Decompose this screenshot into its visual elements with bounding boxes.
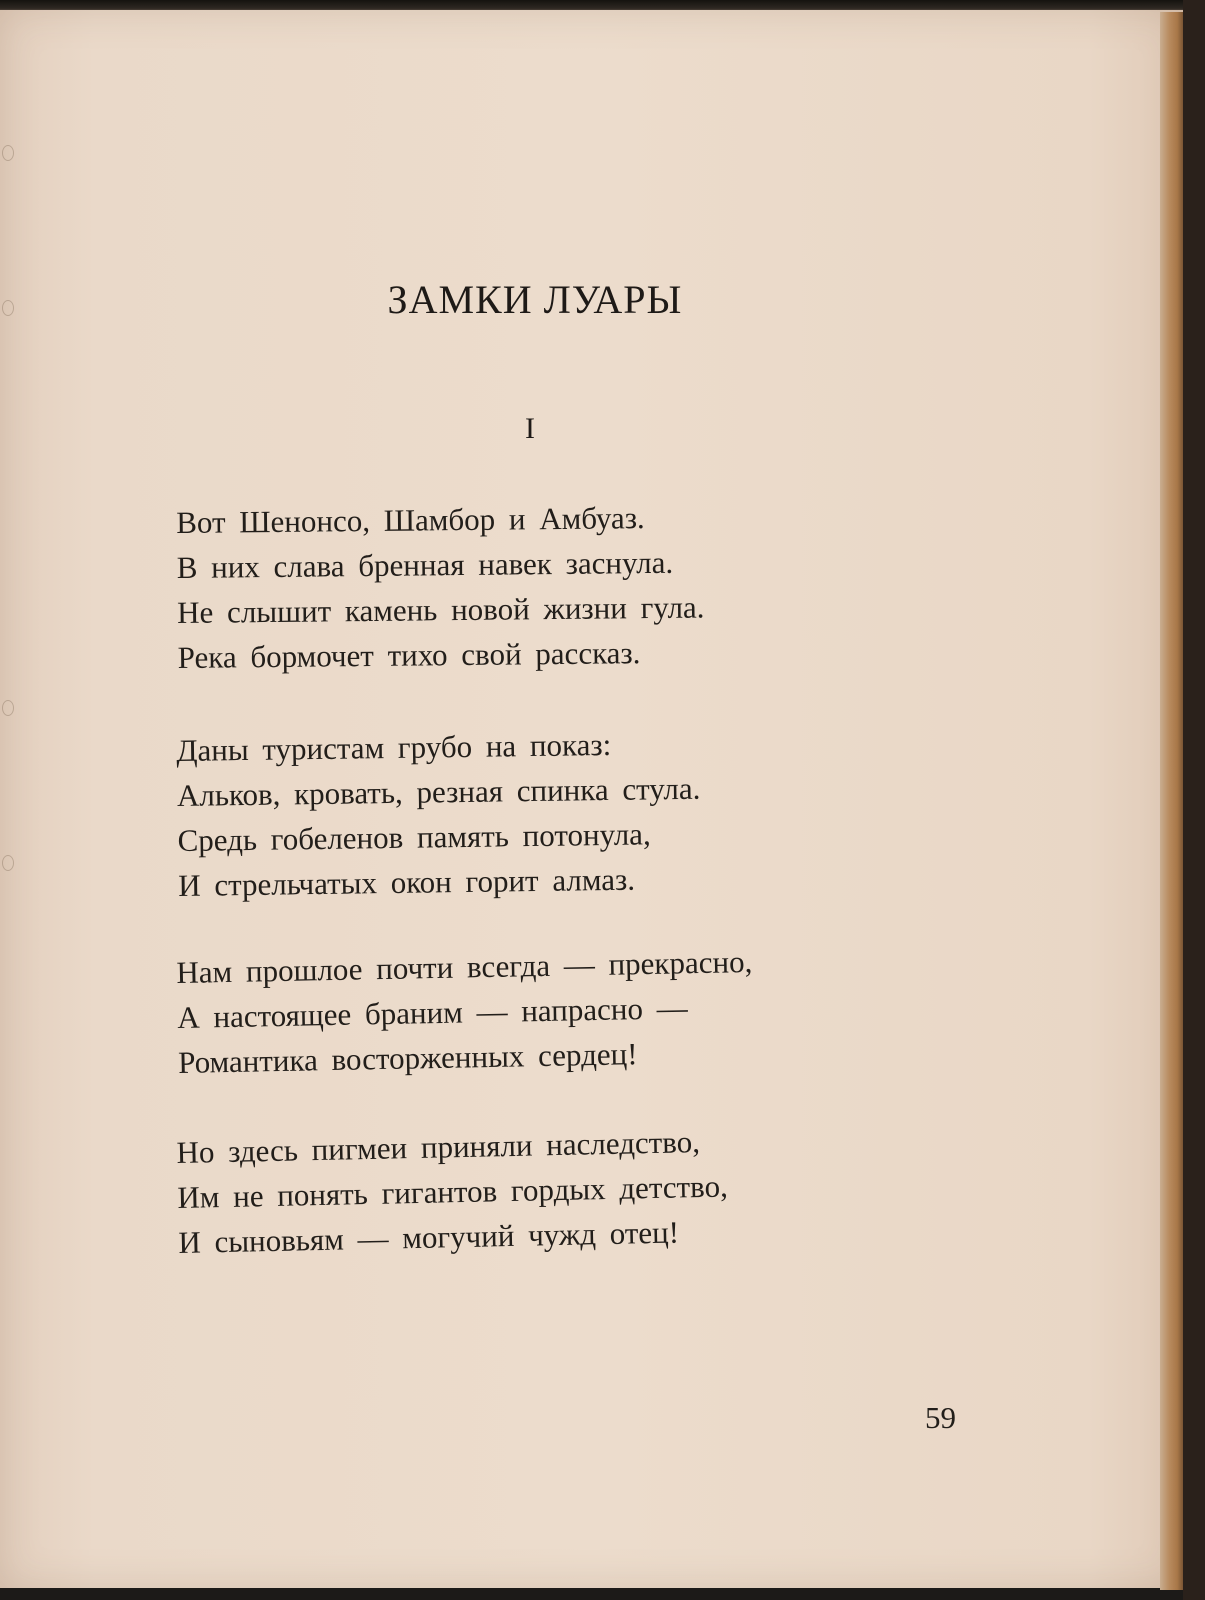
poem-line: Альков, кровать, резная спинка стула. bbox=[176, 770, 701, 813]
poem-line: А настоящее браним — напрасно — bbox=[176, 990, 688, 1035]
poem-line: В них слава бренная навек заснула. bbox=[176, 544, 674, 585]
margin-mark bbox=[2, 700, 14, 716]
poem-line: Вот Шенонсо, Шамбор и Амбуаз. bbox=[176, 500, 645, 540]
poem-line: Средь гобеленов память потонула, bbox=[177, 816, 651, 858]
stanza-3 bbox=[176, 936, 898, 1085]
poem-line: Не слышит камень новой жизни гула. bbox=[176, 589, 705, 630]
poem-line: Река бормочет тихо свой рассказ. bbox=[177, 635, 641, 675]
poem-line: Романтика восторженных сердец! bbox=[177, 1036, 638, 1080]
margin-mark bbox=[2, 145, 14, 161]
stanza-2 bbox=[176, 718, 898, 908]
section-number: I bbox=[525, 412, 535, 445]
poem-line: Им не понять гигантов гордых детство, bbox=[177, 1168, 729, 1215]
poem-line: И сыновьям — могучий чужд отец! bbox=[177, 1214, 680, 1260]
stanza-4 bbox=[176, 1115, 899, 1265]
poem-line: Даны туристам грубо на показ: bbox=[176, 726, 612, 768]
poem-title: ЗАМКИ ЛУАРЫ bbox=[387, 277, 683, 322]
stanza-1 bbox=[176, 492, 898, 680]
poem-line: Но здесь пигмеи приняли наследство, bbox=[176, 1124, 701, 1170]
page-edge bbox=[1160, 12, 1183, 1590]
poem-line: И стрельчатых окон горит алмаз. bbox=[177, 861, 636, 903]
background-edge bbox=[1183, 0, 1205, 1600]
page-number: 59 bbox=[925, 1400, 956, 1435]
margin-mark bbox=[2, 855, 14, 871]
margin-mark bbox=[2, 300, 14, 316]
poem-line: Нам прошлое почти всегда — прекрасно, bbox=[176, 943, 753, 990]
